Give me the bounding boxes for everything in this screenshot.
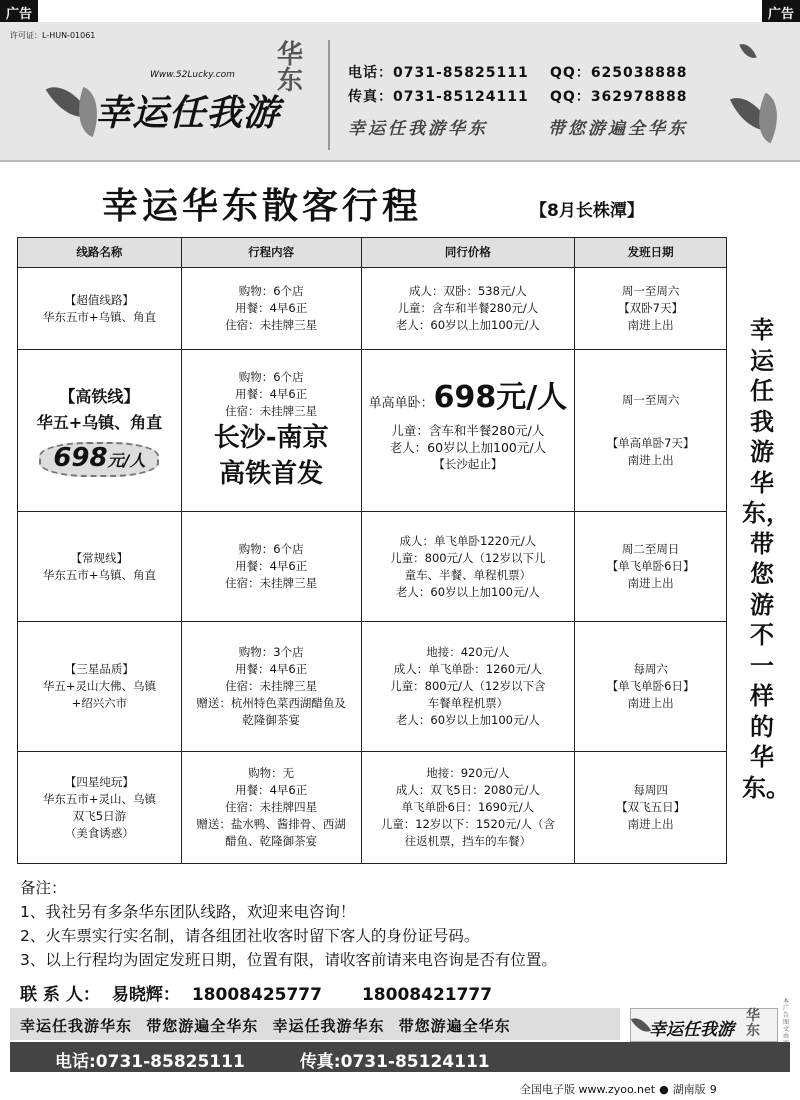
header-divider xyxy=(328,40,330,150)
spacer xyxy=(575,409,726,435)
date-line: 周二至周日 xyxy=(621,542,680,556)
footer-logo-text: 幸运任我游 xyxy=(649,1020,734,1040)
note-item: 2、火车票实行实名制，请各组团社收客时留下客人的身份证号码。 xyxy=(20,927,480,945)
disclaimer-vertical: 本广告图文由 xyxy=(783,998,790,1040)
table-header-row xyxy=(18,238,727,268)
qq-line-2 xyxy=(550,86,687,106)
price-line: 地接：420元/人 xyxy=(426,645,510,659)
price-line: 成人：单飞单卧：1260元/人 xyxy=(393,662,542,676)
route-content-cell xyxy=(181,350,361,512)
qq-line-1 xyxy=(550,62,687,82)
route-dates-cell xyxy=(575,512,727,622)
date-line: 【单飞单卧6日】 xyxy=(606,559,695,573)
price-line: 老人：60岁以上加100元/人 xyxy=(389,439,547,455)
content-line: 住宿：未挂牌三星 xyxy=(225,404,318,418)
date-line: 南进上出 xyxy=(627,453,674,467)
leaf-icon xyxy=(739,40,756,61)
date-line: 南进上出 xyxy=(627,318,674,332)
phone-label: 电话： xyxy=(348,65,393,81)
content-line: 住宿：未挂牌三星 xyxy=(225,679,318,693)
price-line: 老人：60岁以上加100元/人 xyxy=(395,713,540,727)
route-description: 华东五市+乌镇、角直 xyxy=(42,567,156,582)
date-line: 南进上出 xyxy=(627,576,674,590)
route-dates-cell xyxy=(575,752,727,864)
contact-phone-2: 18008421777 xyxy=(361,985,493,1005)
date-line: 南进上出 xyxy=(627,817,674,831)
price-line: 老人：60岁以上加100元/人 xyxy=(395,584,540,599)
header-slogan-1: 幸运任我游华东 xyxy=(348,119,488,139)
route-content-cell xyxy=(181,752,361,864)
table-row xyxy=(18,752,727,864)
page-subtitle: 【8月长株潭】 xyxy=(530,201,644,221)
qq-label: QQ： xyxy=(550,65,591,81)
price-line: 儿童：含车和半餐280元/人 xyxy=(391,422,545,438)
route-dates-cell xyxy=(575,268,727,350)
content-line: 赠送：杭州特色菜西湖醋鱼及 xyxy=(196,696,346,710)
edition-icon: ● xyxy=(659,1083,669,1096)
route-description: 华五+乌镇、角直 xyxy=(36,413,163,432)
price-line: 往返机票，挡车的车餐） xyxy=(404,834,532,848)
content-line: 用餐：4早6正 xyxy=(235,783,308,797)
price-line: 童车、半餐、单程机票） xyxy=(404,567,532,582)
price-line: 【长沙起止】 xyxy=(433,456,503,471)
column-header: 发班日期 xyxy=(575,238,727,268)
page-title: 幸运华东散客行程 xyxy=(102,186,423,227)
route-tag: 【高铁线】 xyxy=(59,387,140,406)
content-line: 住宿：未挂牌四星 xyxy=(225,800,318,814)
price-line: 成人：双卧：538元/人 xyxy=(408,284,527,298)
date-line: 周一至周六 xyxy=(621,284,680,298)
table-row xyxy=(18,622,727,752)
route-name-cell xyxy=(18,622,182,752)
qq-label: QQ： xyxy=(550,89,591,105)
date-line: 每周六 xyxy=(633,662,668,676)
route-price-cell xyxy=(361,622,575,752)
price-line: 儿童：含车和半餐280元/人 xyxy=(397,301,539,315)
route-dates-cell xyxy=(575,622,727,752)
fax-number: 0731-85124111 xyxy=(393,89,529,105)
phone-line xyxy=(348,62,529,82)
price-line: 老人：60岁以上加100元/人 xyxy=(395,318,540,332)
burst-price: 698 xyxy=(53,443,108,473)
date-line: 【双飞五日】 xyxy=(616,800,686,814)
highlight-route: 高铁首发 xyxy=(219,459,324,489)
page-site: 全国电子版 www.zyoo.net xyxy=(520,1083,656,1096)
column-header: 线路名称 xyxy=(18,238,182,268)
fax-line xyxy=(348,86,529,106)
content-line: 购物：6个店 xyxy=(238,542,304,556)
notes-heading: 备注： xyxy=(20,879,67,897)
column-header: 行程内容 xyxy=(181,238,361,268)
route-tag: 【四星纯玩】 xyxy=(64,774,134,789)
content-line: 用餐：4早6正 xyxy=(235,301,308,315)
route-content-cell xyxy=(181,622,361,752)
burst-unit: 元/人 xyxy=(107,451,146,470)
date-line: 南进上出 xyxy=(627,696,674,710)
highlight-route: 长沙-南京 xyxy=(213,423,329,453)
price-line: 成人：单飞单卧1220元/人 xyxy=(399,533,537,548)
route-name-cell xyxy=(18,350,182,512)
footer-logo xyxy=(630,1008,778,1042)
route-content-cell xyxy=(181,512,361,622)
route-content-cell xyxy=(181,268,361,350)
price-line: 车餐单程机票） xyxy=(427,696,509,710)
single-price-line xyxy=(362,379,575,415)
phone-number: 0731-85825111 xyxy=(393,65,529,81)
route-price-cell xyxy=(361,350,575,512)
edition-label: 湖南版 xyxy=(672,1083,706,1096)
content-line: 乾隆御茶宴 xyxy=(242,713,300,727)
route-price-cell xyxy=(361,268,575,350)
route-description: 华东五市+灵山、乌镇 xyxy=(42,791,156,806)
date-line: 【单飞单卧6日】 xyxy=(606,679,695,693)
date-line: 每周四 xyxy=(633,783,668,797)
table-row xyxy=(18,512,727,622)
route-tag: 【超值线路】 xyxy=(64,292,134,307)
qq-number: 625038888 xyxy=(590,65,688,81)
route-name-cell xyxy=(18,268,182,350)
column-header: 同行价格 xyxy=(361,238,575,268)
license-number: 许可证：L-HUN-01061 xyxy=(10,31,96,40)
route-price-cell xyxy=(361,752,575,864)
content-line: 用餐：4早6正 xyxy=(235,559,308,573)
qq-number: 362978888 xyxy=(590,89,688,105)
date-line: 【单高单卧7天】 xyxy=(606,436,695,450)
footer-fax: 传真:0731-85124111 xyxy=(299,1052,490,1072)
route-tag: 【常规线】 xyxy=(70,550,129,565)
contact-label: 联 系 人： xyxy=(20,985,100,1005)
footer-slogan-bar: 幸运任我游华东 带您游遍全华东 幸运任我游华东 带您游遍全华东 xyxy=(10,1008,620,1040)
price-burst-badge xyxy=(39,442,159,477)
content-line: 用餐：4早6正 xyxy=(235,387,308,401)
date-line: 周一至周六 xyxy=(621,393,680,407)
route-dates-cell xyxy=(575,350,727,512)
price-line: 儿童：800元/人（12岁以下含 xyxy=(390,679,546,693)
price-line: 单飞单卧6日：1690元/人 xyxy=(401,800,535,814)
ad-label-left: 广告 xyxy=(0,0,38,25)
table-row xyxy=(18,268,727,350)
content-line: 购物：6个店 xyxy=(238,370,304,384)
header-slogan-2: 带您游遍全华东 xyxy=(548,119,688,139)
content-line: 住宿：未挂牌三星 xyxy=(225,576,318,590)
table-row xyxy=(18,350,727,512)
content-line: 购物：6个店 xyxy=(238,284,304,298)
price-line: 儿童：800元/人（12岁以下儿 xyxy=(390,550,546,565)
fax-label: 传真： xyxy=(348,89,393,105)
page-footer xyxy=(520,1081,717,1097)
content-line: 赠送：盐水鸭、酱排骨、西湖 xyxy=(196,817,346,831)
note-item: 1、我社另有多条华东团队线路，欢迎来电咨询！ xyxy=(20,903,356,921)
date-line: 【双卧7天】 xyxy=(618,301,684,315)
ad-label-right: 广告 xyxy=(762,0,800,25)
content-line: 用餐：4早6正 xyxy=(235,662,308,676)
route-description: 华东五市+乌镇、角直 xyxy=(42,309,156,324)
footer-phone: 电话:0731-85825111 xyxy=(55,1052,245,1072)
route-description: 双飞5日游 xyxy=(72,808,127,823)
company-logo xyxy=(55,40,325,150)
footer-contact-bar xyxy=(10,1042,790,1072)
itinerary-table xyxy=(17,237,727,864)
advertiser-header xyxy=(0,22,800,162)
content-line: 购物：3个店 xyxy=(238,645,304,659)
route-description: +绍兴六市 xyxy=(71,696,128,710)
single-price-value: 698元/人 xyxy=(433,379,568,415)
logo-subtext: 华东 xyxy=(277,40,304,96)
route-name-cell xyxy=(18,512,182,622)
price-line: 儿童：12岁以下：1520元/人（含 xyxy=(380,817,556,831)
contact-person-line xyxy=(20,980,492,1005)
single-price-label: 单高单卧： xyxy=(368,395,434,411)
content-line: 住宿：未挂牌三星 xyxy=(225,318,318,332)
price-line: 地接：920元/人 xyxy=(426,766,510,780)
page-number: 9 xyxy=(709,1083,717,1096)
route-tag: 【三星品质】 xyxy=(64,662,134,676)
content-line: 醋鱼、乾隆御茶宴 xyxy=(225,834,318,848)
content-line: 购物：无 xyxy=(248,766,295,780)
contact-phone-1: 18008425777 xyxy=(191,985,322,1005)
notes-section xyxy=(20,876,557,972)
route-price-cell xyxy=(361,512,575,622)
vertical-slogan: 幸运任我游华东，带您游不一样的华东。 xyxy=(742,316,790,802)
route-description: 华五+灵山大佛、乌镇 xyxy=(42,679,156,693)
price-line: 成人：双飞5日：2080元/人 xyxy=(395,783,540,797)
logo-text: 幸运任我游 xyxy=(95,92,281,134)
note-item: 3、以上行程均为固定发班日期，位置有限，请收客前请来电咨询是否有位置。 xyxy=(20,951,557,969)
logo-url: Www.52Lucky.com xyxy=(150,70,235,80)
route-description: （美食诱惑） xyxy=(64,825,134,840)
footer-logo-subtext: 华东 xyxy=(746,1008,760,1039)
contact-name: 易晓辉： xyxy=(111,985,180,1005)
route-name-cell xyxy=(18,752,182,864)
